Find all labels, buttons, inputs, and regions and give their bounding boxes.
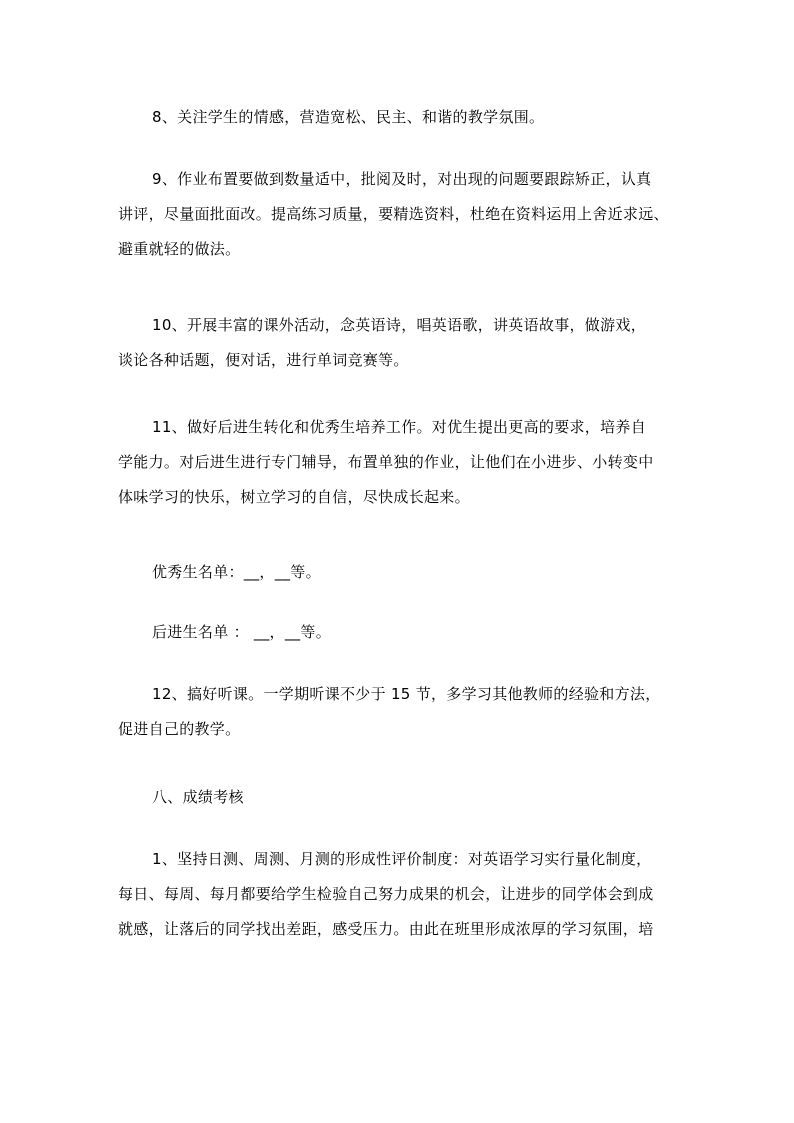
text-line: 每日、每周、每月都要给学生检验自己努力成果的机会，让进步的同学体会到成 xyxy=(118,885,654,903)
text-line: 讲评，尽量面批面改。提高练习质量，要精选资料，杜绝在资料运用上舍近求远、 xyxy=(118,205,669,223)
text-line: 11、做好后进生转化和优秀生培养工作。对优生提出更高的要求，培养自 xyxy=(152,418,646,436)
paragraph-item-9 xyxy=(118,162,680,267)
lagging-students-list xyxy=(118,615,680,650)
text-line: 避重就轻的做法。 xyxy=(118,240,241,258)
text-line: 8、关注学生的情感，营造宽松、民主、和谐的教学氛围。 xyxy=(152,108,545,126)
text-line: 10、开展丰富的课外活动，念英语诗，唱英语歌，讲英语故事，做游戏， xyxy=(152,316,646,334)
text-line: 就感，让落后的同学找出差距，感受压力。由此在班里形成浓厚的学习氛围，培 xyxy=(118,920,654,938)
text-line: 体味学习的快乐，树立学习的自信，尽快成长起来。 xyxy=(118,488,470,506)
section-heading-grade-assessment xyxy=(118,780,680,815)
paragraph-item-1 xyxy=(118,842,680,947)
paragraph-item-12 xyxy=(118,677,680,747)
text-line: 12、搞好听课。一学期听课不少于 15 节，多学习其他教师的经验和方法， xyxy=(152,685,661,703)
excellent-students-list xyxy=(118,555,680,590)
text-line: 9、作业布置要做到数量适中，批阅及时，对出现的问题要跟踪矫正，认真 xyxy=(152,170,652,188)
paragraph-item-8 xyxy=(118,100,680,135)
text-line: 1、坚持日测、周测、月测的形成性评价制度：对英语学习实行量化制度， xyxy=(152,850,652,868)
text-line: 优秀生名单：__，__等。 xyxy=(152,563,321,581)
text-line: 学能力。对后进生进行专门辅导，布置单独的作业，让他们在小进步、小转变中 xyxy=(118,453,654,471)
text-line: 后进生名单 ： __，__等。 xyxy=(152,623,332,641)
text-line: 促进自己的教学。 xyxy=(118,720,241,738)
text-line: 八、成绩考核 xyxy=(152,788,244,806)
paragraph-item-10 xyxy=(118,308,680,378)
paragraph-item-11 xyxy=(118,410,680,515)
text-line: 谈论各种话题，便对话，进行单词竞赛等。 xyxy=(118,351,409,369)
